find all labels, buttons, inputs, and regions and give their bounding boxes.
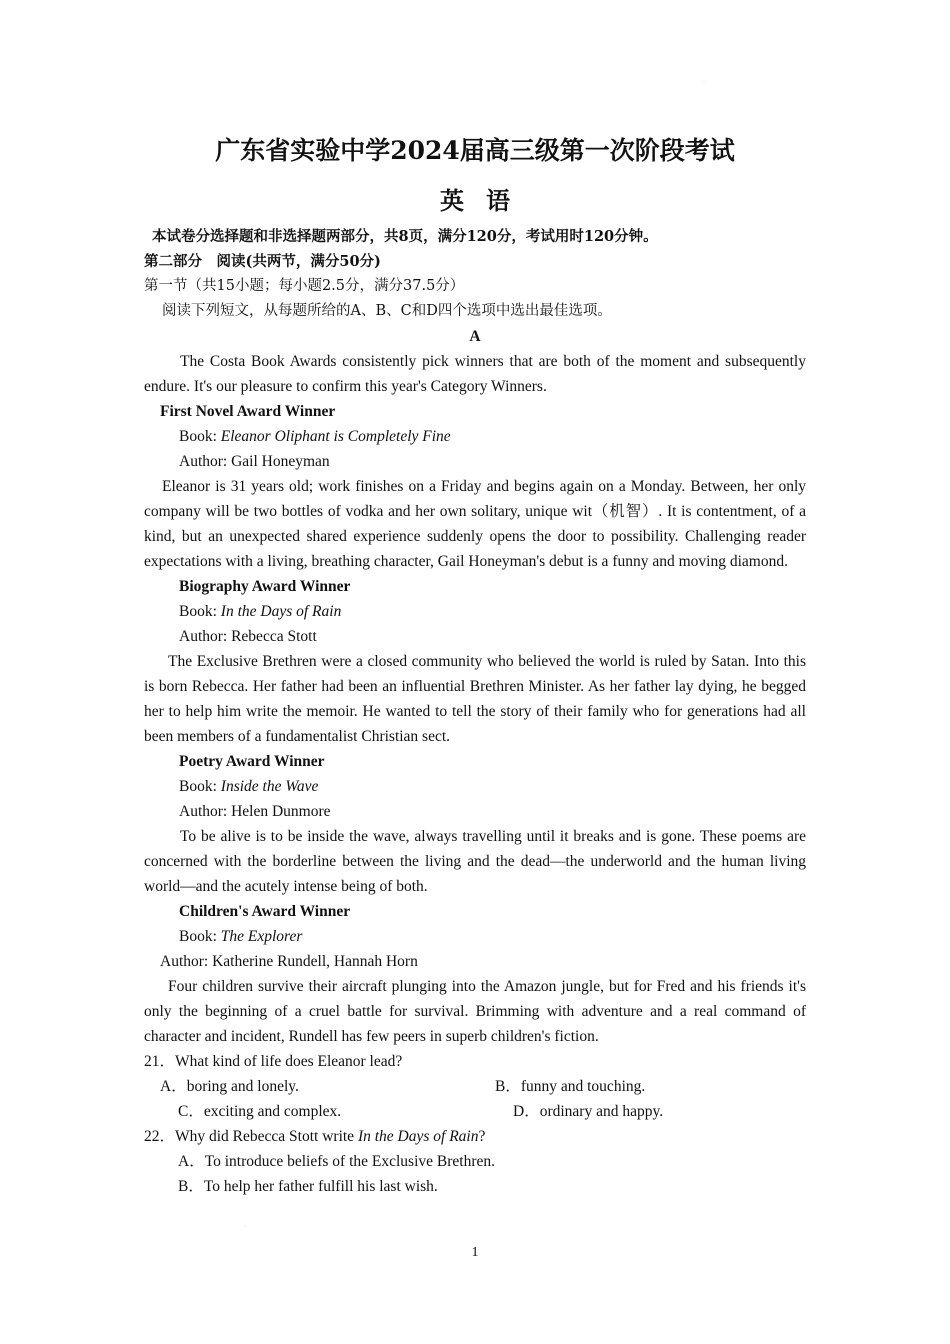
option-b[interactable]: B．funny and touching. xyxy=(495,1078,646,1095)
book-title: Inside the Wave xyxy=(220,778,319,795)
option-c[interactable]: C．exciting and complex. xyxy=(178,1103,342,1120)
award-summary: Four children survive their aircraft plunging into the Amazon jungle, but for Fred and his friends it's only the beginning of a cruel battle for survival. Brimming with adventure and a real command of character and incident, Rundell has few peers in superb children's fiction. xyxy=(144,978,806,1045)
exam-instructions: 本试卷分选择题和非选择题两部分，共8页，满分120分，考试用时120分钟。 xyxy=(152,228,658,245)
award-author: Author: Helen Dunmore xyxy=(179,803,331,820)
scan-dot: · xyxy=(703,78,705,84)
award-summary: To be alive is to be inside the wave, always travelling until it breaks and is gone. These poems are concerned with the borderline between the living and the dead—the underworld and the human living world—and the acutely intense being of both. xyxy=(144,828,806,895)
award-book: Book: Inside the Wave xyxy=(179,778,319,795)
award-summary: Eleanor is 31 years old; work finishes on a Friday and begins again on a Monday. Between, her only company will be two bottles of vodka and her own solitary, unique wit（机智）. It is contentment, of a kind, but an unexpected shared experience suddenly opens the door to possibility. Challenging reader expectations with a living, breathing character, Gail Honeyman's debut is a funny and moving diamond. xyxy=(144,478,806,570)
option-a[interactable]: A．boring and lonely. xyxy=(160,1078,299,1095)
book-title: Eleanor Oliphant is Completely Fine xyxy=(220,428,451,445)
page-number: 1 xyxy=(471,1245,479,1260)
options-row xyxy=(144,1099,806,1124)
book-title: In the Days of Rain xyxy=(357,1128,479,1145)
passage-label: A xyxy=(469,328,481,345)
question-stem: 21．What kind of life does Eleanor lead? xyxy=(144,1053,403,1070)
award-author: Author: Katherine Rundell, Hannah Horn xyxy=(160,953,418,970)
award-author: Author: Gail Honeyman xyxy=(179,453,330,470)
award-heading: Poetry Award Winner xyxy=(179,753,325,770)
scan-dot: · xyxy=(244,1224,246,1230)
part-title: 第二部分 阅读(共两节，满分50分) xyxy=(144,253,381,270)
award-heading: First Novel Award Winner xyxy=(160,403,336,420)
exam-title: 广东省实验中学2024届高三级第一次阶段考试 xyxy=(215,136,735,165)
option-b[interactable]: B．To help her father fulfill his last wish. xyxy=(178,1178,438,1195)
award-book: Book: In the Days of Rain xyxy=(179,603,342,620)
award-heading: Biography Award Winner xyxy=(179,578,351,595)
option-a[interactable]: A．To introduce beliefs of the Exclusive Brethren. xyxy=(178,1153,496,1170)
question-stem: 22．Why did Rebecca Stott write In the Days of Rain? xyxy=(144,1128,486,1145)
section-title: 第一节（共15小题；每小题2.5分，满分37.5分） xyxy=(144,278,465,294)
directions: 阅读下列短文，从每题所给的A、B、C和D四个选项中选出最佳选项。 xyxy=(162,303,612,319)
award-book: Book: Eleanor Oliphant is Completely Fine xyxy=(179,428,451,445)
option-d[interactable]: D．ordinary and happy. xyxy=(513,1103,664,1120)
options-row xyxy=(144,1074,806,1099)
passage-intro: The Costa Book Awards consistently pick winners that are both of the moment and subsequently endure. It's our pleasure to confirm this year's Category Winners. xyxy=(144,353,806,395)
book-title: In the Days of Rain xyxy=(220,603,342,620)
book-title: The Explorer xyxy=(220,928,303,945)
award-summary: The Exclusive Brethren were a closed community who believed the world is ruled by Satan. Into this is born Rebecca. Her father had been an influential Brethren Minister. As her father lay dying, he begged her to help him write the memoir. He wanted to tell the story of their family who for generations had all been members of a fundamentalist Christian sect. xyxy=(144,653,806,745)
award-heading: Children's Award Winner xyxy=(179,903,351,920)
subject-title: 英语 xyxy=(440,186,532,215)
award-author: Author: Rebecca Stott xyxy=(179,628,317,645)
content-flow xyxy=(144,224,806,1199)
award-book: Book: The Explorer xyxy=(179,928,303,945)
